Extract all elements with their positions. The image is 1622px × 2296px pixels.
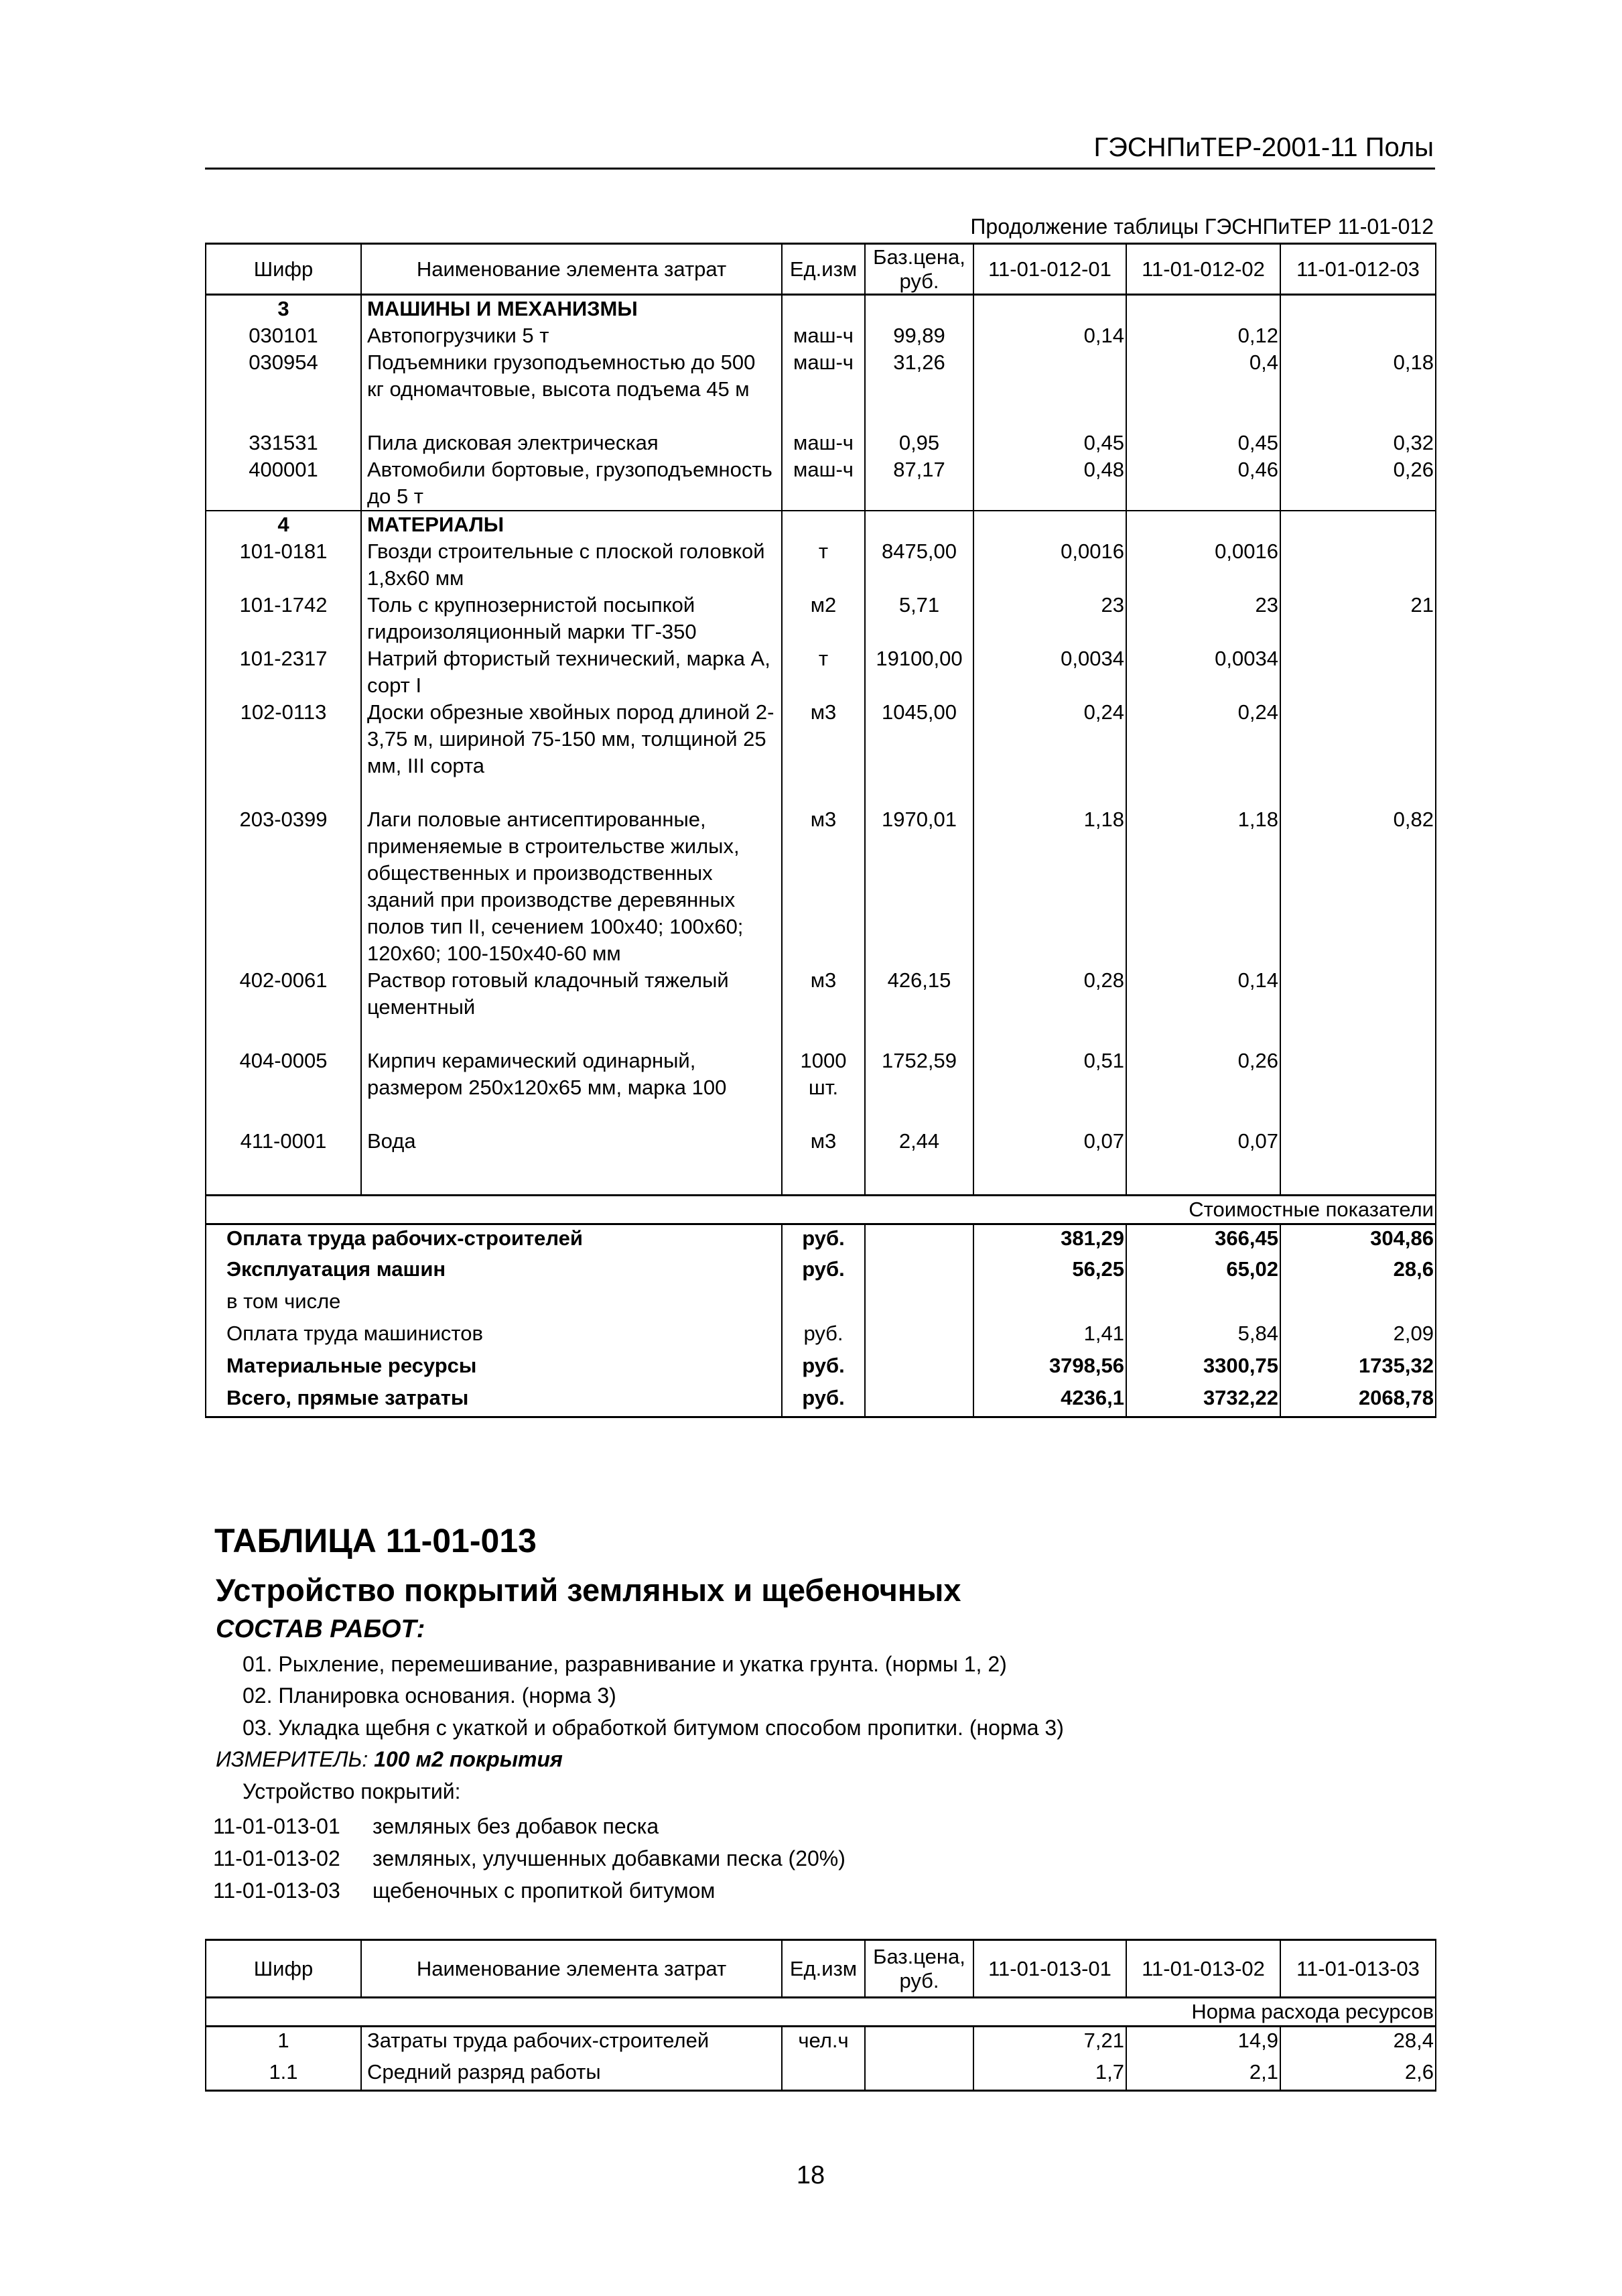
unit-cell (782, 511, 865, 538)
cost-row (206, 1352, 1436, 1385)
value-cell: 0,46 (1126, 456, 1280, 511)
value-cell: 366,45 (1126, 1224, 1280, 1256)
table-row (206, 2027, 1436, 2059)
col-header-v2: 11-01-013-02 (1126, 1940, 1280, 1998)
price-cell (865, 1385, 973, 1417)
price-cell: 99,89 (865, 322, 973, 349)
value-cell: 14,9 (1126, 2027, 1280, 2059)
running-header: ГЭСНПиТЕР-2001-11 Полы (1093, 133, 1434, 162)
value-cell: 2,09 (1280, 1320, 1436, 1352)
price-cell: 1752,59 (865, 1047, 973, 1128)
col-header-price: Баз.цена, руб. (865, 1940, 973, 1998)
code-cell: 402-0061 (206, 967, 361, 1047)
code-cell: 400001 (206, 456, 361, 511)
cost-name-cell: Оплата труда рабочих-строителей (206, 1224, 782, 1256)
cost-name-cell: в том числе (206, 1288, 782, 1320)
table-row (206, 1128, 1436, 1195)
value-cell (973, 349, 1126, 430)
name-cell: Автопогрузчики 5 т (361, 322, 782, 349)
table-header-row (206, 1940, 1436, 1998)
variant-text: земляных без добавок песка (373, 1814, 659, 1838)
value-cell (1126, 1288, 1280, 1320)
name-cell: Кирпич керамический одинарный, размером 250х120х65 мм, марка 100 (361, 1047, 782, 1128)
value-cell (1280, 1128, 1436, 1195)
price-cell (865, 1256, 973, 1288)
code-cell: 3 (206, 295, 361, 323)
price-cell (865, 511, 973, 538)
value-cell: 0,45 (1126, 430, 1280, 456)
price-cell (865, 295, 973, 323)
value-cell (1280, 322, 1436, 349)
value-cell (1126, 295, 1280, 323)
code-cell: 101-2317 (206, 645, 361, 699)
variant-text: щебеночных с пропиткой битумом (373, 1878, 716, 1903)
col-header-name: Наименование элемента затрат (361, 244, 782, 295)
value-cell: 0,32 (1280, 430, 1436, 456)
value-cell (1280, 538, 1436, 592)
price-cell (865, 1224, 973, 1256)
code-cell: 101-1742 (206, 592, 361, 645)
value-cell: 0,26 (1126, 1047, 1280, 1128)
value-cell: 1735,32 (1280, 1352, 1436, 1385)
unit-cell (782, 1288, 865, 1320)
table-row (206, 592, 1436, 645)
table-header-row (206, 244, 1436, 295)
unit-cell: руб. (782, 1352, 865, 1385)
name-cell: Затраты труда рабочих-строителей (361, 2027, 782, 2059)
value-cell: 0,48 (973, 456, 1126, 511)
value-cell: 2068,78 (1280, 1385, 1436, 1417)
table-row (206, 645, 1436, 699)
unit-cell (782, 295, 865, 323)
measure-label: ИЗМЕРИТЕЛЬ: (216, 1747, 368, 1771)
col-header-unit: Ед.изм (782, 244, 865, 295)
value-cell: 381,29 (973, 1224, 1126, 1256)
price-cell: 87,17 (865, 456, 973, 511)
price-cell: 0,95 (865, 430, 973, 456)
name-cell: Пила дисковая электрическая (361, 430, 782, 456)
unit-cell: м3 (782, 967, 865, 1047)
table-row (206, 511, 1436, 538)
col-header-v3: 11-01-012-03 (1280, 244, 1436, 295)
value-cell (973, 295, 1126, 323)
code-cell: 404-0005 (206, 1047, 361, 1128)
value-cell: 3732,22 (1126, 1385, 1280, 1417)
value-cell (1280, 967, 1436, 1047)
col-header-v3: 11-01-013-03 (1280, 1940, 1436, 1998)
value-cell: 56,25 (973, 1256, 1126, 1288)
value-cell: 21 (1280, 592, 1436, 645)
value-cell: 0,18 (1280, 349, 1436, 430)
section-subtitle: Устройство покрытий земляных и щебеночных (216, 1572, 961, 1608)
unit-cell: м3 (782, 699, 865, 806)
value-cell: 1,41 (973, 1320, 1126, 1352)
table-row (206, 456, 1436, 511)
table-row (206, 538, 1436, 592)
name-cell: Подъемники грузоподъемностью до 500 кг одномачтовые, высота подъема 45 м (361, 349, 782, 430)
name-cell: Автомобили бортовые, грузоподъемность до 5 т (361, 456, 782, 511)
value-cell: 3798,56 (973, 1352, 1126, 1385)
name-cell: Натрий фтористый технический, марка А, сорт I (361, 645, 782, 699)
value-cell: 2,6 (1280, 2059, 1436, 2091)
cost-row (206, 1224, 1436, 1256)
cover-label: Устройство покрытий: (243, 1779, 461, 1803)
code-cell: 030101 (206, 322, 361, 349)
table-row (206, 806, 1436, 967)
unit-cell: маш-ч (782, 349, 865, 430)
price-cell (865, 1288, 973, 1320)
price-cell (865, 2059, 973, 2091)
value-cell: 0,82 (1280, 806, 1436, 967)
value-cell: 1,18 (1126, 806, 1280, 967)
header-rule (205, 168, 1435, 170)
name-cell: МАТЕРИАЛЫ (361, 511, 782, 538)
table-row (206, 2059, 1436, 2091)
unit-cell: чел.ч (782, 2027, 865, 2059)
value-cell: 5,84 (1126, 1320, 1280, 1352)
unit-cell: руб. (782, 1224, 865, 1256)
variant-code: 11-01-013-02 (213, 1846, 340, 1870)
value-cell (1280, 645, 1436, 699)
value-cell: 4236,1 (973, 1385, 1126, 1417)
value-cell: 0,07 (1126, 1128, 1280, 1195)
unit-cell: м3 (782, 806, 865, 967)
value-cell: 0,0016 (973, 538, 1126, 592)
unit-cell: маш-ч (782, 430, 865, 456)
value-cell: 0,14 (1126, 967, 1280, 1047)
unit-cell: т (782, 538, 865, 592)
value-cell: 0,07 (973, 1128, 1126, 1195)
code-cell: 101-0181 (206, 538, 361, 592)
table-body (206, 295, 1436, 1196)
col-header-v1: 11-01-013-01 (973, 1940, 1126, 1998)
cost-row (206, 1320, 1436, 1352)
variant-code: 11-01-013-01 (213, 1814, 340, 1838)
unit-cell: руб. (782, 1385, 865, 1417)
unit-cell: м2 (782, 592, 865, 645)
value-cell: 1,7 (973, 2059, 1126, 2091)
table-body (206, 2027, 1436, 2091)
unit-cell: руб. (782, 1256, 865, 1288)
unit-cell: руб. (782, 1320, 865, 1352)
resource-table-013 (205, 1939, 1436, 2092)
name-cell: Средний разряд работы (361, 2059, 782, 2091)
value-cell: 0,26 (1280, 456, 1436, 511)
table-row (206, 295, 1436, 323)
value-cell: 304,86 (1280, 1224, 1436, 1256)
unit-cell: маш-ч (782, 456, 865, 511)
value-cell: 23 (973, 592, 1126, 645)
table-continuation-label: Продолжение таблицы ГЭСНПиТЕР 11-01-012 (970, 214, 1434, 239)
name-cell: Лаги половые антисептированные, применяемые в строительстве жилых, общественных и производственных зданий при производстве деревянных полов тип II, сечением 100х40; 100х60; 120х60; 100-150х40-60 мм (361, 806, 782, 967)
value-cell (1280, 295, 1436, 323)
value-cell (1280, 699, 1436, 806)
code-cell: 102-0113 (206, 699, 361, 806)
table-row (206, 967, 1436, 1047)
price-cell (865, 1352, 973, 1385)
measure-value: 100 м2 покрытия (374, 1747, 563, 1771)
value-cell: 28,6 (1280, 1256, 1436, 1288)
code-cell: 411-0001 (206, 1128, 361, 1195)
name-cell: Раствор готовый кладочный тяжелый цементный (361, 967, 782, 1047)
cost-indicators-row (206, 1195, 1436, 1224)
value-cell: 0,45 (973, 430, 1126, 456)
price-cell: 8475,00 (865, 538, 973, 592)
variant-code: 11-01-013-03 (213, 1878, 340, 1903)
unit-cell: т (782, 645, 865, 699)
unit-cell: 1000 шт. (782, 1047, 865, 1128)
name-cell: Вода (361, 1128, 782, 1195)
name-cell: Толь с крупнозернистой посыпкой гидроизоляционный марки ТГ-350 (361, 592, 782, 645)
value-cell (1280, 511, 1436, 538)
price-cell: 31,26 (865, 349, 973, 430)
value-cell: 0,24 (1126, 699, 1280, 806)
value-cell: 3300,75 (1126, 1352, 1280, 1385)
col-header-code: Шифр (206, 244, 361, 295)
table-row (206, 430, 1436, 456)
value-cell: 0,24 (973, 699, 1126, 806)
work-item: 02. Планировка основания. (норма 3) (243, 1683, 616, 1708)
price-cell: 19100,00 (865, 645, 973, 699)
code-cell: 203-0399 (206, 806, 361, 967)
price-cell: 426,15 (865, 967, 973, 1047)
table-row (206, 699, 1436, 806)
value-cell (1280, 1288, 1436, 1320)
variant-text: земляных, улучшенных добавками песка (20%) (373, 1846, 846, 1870)
norm-label: Норма расхода ресурсов (206, 1998, 1436, 2027)
col-header-price: Баз.цена, руб. (865, 244, 973, 295)
col-header-unit: Ед.изм (782, 1940, 865, 1998)
price-cell: 2,44 (865, 1128, 973, 1195)
price-cell: 5,71 (865, 592, 973, 645)
work-item: 03. Укладка щебня с укаткой и обработкой битумом способом пропитки. (норма 3) (243, 1716, 1064, 1740)
col-header-name: Наименование элемента затрат (361, 1940, 782, 1998)
value-cell: 0,12 (1126, 322, 1280, 349)
cost-name-cell: Эксплуатация машин (206, 1256, 782, 1288)
value-cell: 0,4 (1126, 349, 1280, 430)
price-cell: 1045,00 (865, 699, 973, 806)
cost-name-cell: Всего, прямые затраты (206, 1385, 782, 1417)
resource-table-012 (205, 243, 1436, 1418)
unit-cell: м3 (782, 1128, 865, 1195)
composition-label: СОСТАВ РАБОТ: (216, 1615, 425, 1643)
value-cell: 0,0016 (1126, 538, 1280, 592)
value-cell (973, 511, 1126, 538)
value-cell (1126, 511, 1280, 538)
code-cell: 331531 (206, 430, 361, 456)
value-cell: 2,1 (1126, 2059, 1280, 2091)
measure (216, 1747, 563, 1772)
section-title: ТАБЛИЦА 11-01-013 (214, 1522, 537, 1559)
code-cell: 1 (206, 2027, 361, 2059)
name-cell: Гвозди строительные с плоской головкой 1,8х60 мм (361, 538, 782, 592)
cost-body (206, 1224, 1436, 1417)
table-row (206, 322, 1436, 349)
norm-label-row (206, 1998, 1436, 2027)
cost-name-cell: Материальные ресурсы (206, 1352, 782, 1385)
value-cell: 0,28 (973, 967, 1126, 1047)
value-cell: 0,51 (973, 1047, 1126, 1128)
value-cell: 28,4 (1280, 2027, 1436, 2059)
table-row (206, 1047, 1436, 1128)
value-cell: 0,0034 (973, 645, 1126, 699)
price-cell (865, 1320, 973, 1352)
value-cell: 0,14 (973, 322, 1126, 349)
name-cell: Доски обрезные хвойных пород длиной 2-3,75 м, шириной 75-150 мм, толщиной 25 мм, III сорта (361, 699, 782, 806)
cost-name-cell: Оплата труда машинистов (206, 1320, 782, 1352)
value-cell: 23 (1126, 592, 1280, 645)
col-header-v2: 11-01-012-02 (1126, 244, 1280, 295)
col-header-code: Шифр (206, 1940, 361, 1998)
price-cell (865, 2027, 973, 2059)
value-cell: 65,02 (1126, 1256, 1280, 1288)
value-cell: 1,18 (973, 806, 1126, 967)
cost-row (206, 1288, 1436, 1320)
value-cell: 0,0034 (1126, 645, 1280, 699)
page-number: 18 (796, 2161, 825, 2189)
col-header-v1: 11-01-012-01 (973, 244, 1126, 295)
table-row (206, 349, 1436, 430)
name-cell: МАШИНЫ И МЕХАНИЗМЫ (361, 295, 782, 323)
price-cell: 1970,01 (865, 806, 973, 967)
value-cell: 7,21 (973, 2027, 1126, 2059)
unit-cell (782, 2059, 865, 2091)
value-cell (1280, 1047, 1436, 1128)
cost-indicators-label: Стоимостные показатели (206, 1195, 1436, 1224)
code-cell: 030954 (206, 349, 361, 430)
code-cell: 1.1 (206, 2059, 361, 2091)
cost-row (206, 1256, 1436, 1288)
value-cell (973, 1288, 1126, 1320)
work-item: 01. Рыхление, перемешивание, разравнивание и укатка грунта. (нормы 1, 2) (243, 1652, 1007, 1676)
code-cell: 4 (206, 511, 361, 538)
unit-cell: маш-ч (782, 322, 865, 349)
cost-row (206, 1385, 1436, 1417)
